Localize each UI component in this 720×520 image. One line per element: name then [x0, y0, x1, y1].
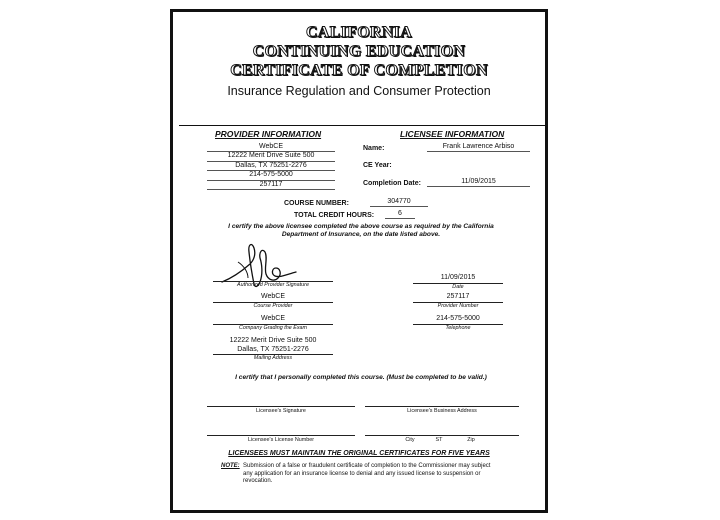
completion-date-label: Completion Date:: [363, 180, 421, 187]
provider-heading: PROVIDER INFORMATION: [215, 129, 322, 139]
grading-company-caption: Company Grading the Exam: [238, 325, 307, 331]
ce-year-label: CE Year:: [363, 162, 392, 169]
grading-company-value: WebCE: [261, 315, 285, 322]
provider-line: 12222 Merit Drive Suite 500: [207, 152, 335, 161]
date-value: 11/09/2015: [440, 274, 476, 281]
section-divider: [179, 125, 545, 126]
signature-caption: Authorized Provider Signature: [237, 282, 309, 288]
note-label: NOTE:: [221, 463, 240, 469]
business-address-line: [365, 406, 519, 407]
provider-number-caption: Provider Number: [437, 303, 479, 309]
telephone-caption: Telephone: [445, 325, 471, 331]
course-number-value: 304770: [370, 197, 428, 207]
maintain-notice: LICENSEES MUST MAINTAIN THE ORIGINAL CERTIFICATES FOR FIVE YEARS: [228, 450, 490, 457]
course-subtitle: Insurance Regulation and Consumer Protection: [227, 84, 491, 98]
provider-info-block: [207, 143, 335, 190]
course-provider-value: WebCE: [261, 293, 285, 300]
ce-year-value: [427, 159, 530, 168]
city-state-zip-line: [365, 435, 519, 436]
zip-caption: Zip: [467, 437, 475, 443]
title-line-2: CONTINUING EDUCATION: [252, 43, 466, 60]
title-line-1: CALIFORNIA: [305, 24, 413, 41]
license-number-line: [207, 435, 355, 436]
provider-line: 214-575-5000: [207, 171, 335, 180]
state-caption: ST: [435, 437, 443, 443]
mailing-address-caption: Mailing Address: [253, 355, 293, 361]
name-value: Frank Lawrence Arbiso: [427, 142, 530, 152]
title-line-3: CERTIFICATE OF COMPLETION: [230, 62, 488, 79]
licensee-certification: I certify that I personally completed this course. (Must be completed to be valid.): [235, 374, 487, 381]
course-number-label: COURSE NUMBER:: [284, 200, 349, 207]
name-label: Name:: [363, 145, 385, 152]
mailing-address-line1: 12222 Merit Drive Suite 500: [229, 337, 317, 344]
provider-line: WebCE: [207, 143, 335, 152]
credit-hours-value: 6: [385, 209, 415, 219]
licensee-heading: LICENSEE INFORMATION: [400, 129, 505, 139]
licensee-signature-caption: Licensee's Signature: [256, 408, 306, 414]
certificate-frame: [170, 9, 548, 513]
license-number-caption: Licensee's License Number: [247, 437, 315, 443]
city-caption: City: [405, 437, 415, 443]
business-address-caption: Licensee's Business Address: [407, 408, 477, 414]
mailing-address-line2: Dallas, TX 75251-2276: [237, 346, 309, 353]
note-text: Submission of a false or fraudulent certificate of completion to the Commissioner may subject any application for an insurance license to denial and any issued license to suspension or revocation.: [243, 463, 491, 485]
completion-date-value: 11/09/2015: [427, 177, 530, 187]
licensee-signature-line: [207, 406, 355, 407]
course-provider-caption: Course Provider: [253, 303, 293, 309]
credit-hours-label: TOTAL CREDIT HOURS:: [294, 212, 375, 219]
provider-line: 257117: [207, 181, 335, 190]
provider-number-value: 257117: [446, 293, 470, 300]
telephone-value: 214-575-5000: [436, 315, 480, 322]
provider-certification: I certify the above licensee completed the above course as required by the California Department of Insurance, on the date listed above.: [228, 223, 494, 238]
date-caption: Date: [452, 284, 464, 290]
provider-line: Dallas, TX 75251-2276: [207, 162, 335, 171]
